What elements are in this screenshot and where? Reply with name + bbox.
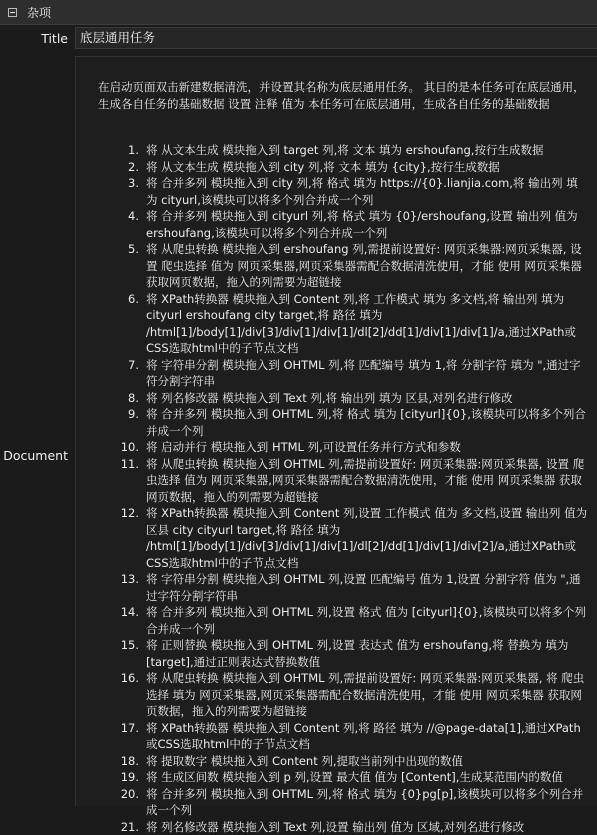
step-item — [98, 175, 588, 208]
step-item — [98, 291, 588, 357]
step-item — [98, 406, 588, 439]
step-number: 20. — [98, 786, 146, 819]
step-item — [98, 357, 588, 390]
section-title: 杂项 — [27, 4, 51, 21]
step-item — [98, 637, 588, 670]
step-item — [98, 786, 588, 819]
step-item — [98, 208, 588, 241]
step-item — [98, 241, 588, 291]
step-item — [98, 819, 588, 835]
step-text: 将 从文本生成 模块拖入到 city 列,将 文本 填为 {city},按行生成数据 — [146, 159, 588, 176]
step-number: 3. — [98, 175, 146, 208]
step-number: 9. — [98, 406, 146, 439]
step-text: 将 列名修改器 模块拖入到 Text 列,将 输出列 填为 区县,对列名进行修改 — [146, 390, 588, 407]
step-item — [98, 753, 588, 770]
step-text: 将 合并多列 模块拖入到 city 列,将 格式 填为 https://{0}.lianjia.com,将 输出列 填为 cityurl,该模块可以将多个列合并成一个列 — [146, 175, 588, 208]
step-text: 将 XPath转换器 模块拖入到 Content 列,设置 工作模式 值为 多文档,设置 输出列 值为 区县 city cityurl target,将 路径 填为 /html[1]/body[1]/div[3]/div[1]/div[1]/dl[2]/dd[1]/div[1]/div[2]/a,通过XPath或CSS选取html中的子节点文档 — [146, 505, 588, 571]
step-item — [98, 159, 588, 176]
step-number: 18. — [98, 753, 146, 770]
step-number: 11. — [98, 456, 146, 506]
step-text: 将 XPath转换器 模块拖入到 Content 列,将 工作模式 填为 多文档,将 输出列 填为 cityurl ershoufang city target,将 路径 填为 /html[1]/body[1]/div[3]/div[1]/div[1]/dl[2]/dd[1]/div[1]/div[1]/a,通过XPath或CSS选取html中的子节点文档 — [146, 291, 588, 357]
step-number: 6. — [98, 291, 146, 357]
section-header[interactable] — [0, 0, 597, 25]
step-number: 10. — [98, 439, 146, 456]
step-number: 21. — [98, 819, 146, 835]
step-number: 2. — [98, 159, 146, 176]
step-item — [98, 390, 588, 407]
document-label: Document — [0, 448, 68, 463]
step-number: 19. — [98, 769, 146, 786]
step-text: 将 正则替换 模块拖入到 OHTML 列,设置 表达式 值为 ershoufang,将 替换为 填为 [target],通过正则表达式替换数值 — [146, 637, 588, 670]
step-item — [98, 604, 588, 637]
step-text: 将 提取数字 模块拖入到 Content 列,提取当前列中出现的数值 — [146, 753, 588, 770]
step-item — [98, 670, 588, 720]
document-steps — [98, 142, 588, 835]
step-text: 将 字符串分割 模块拖入到 OHTML 列,将 匹配编号 填为 1,将 分割字符 填为 ",通过字符分割字符串 — [146, 357, 588, 390]
step-text: 将 合并多列 模块拖入到 OHTML 列,将 格式 填为 {0}pg[p],该模块可以将多个列合并成一个列 — [146, 786, 588, 819]
step-number: 15. — [98, 637, 146, 670]
step-item — [98, 571, 588, 604]
step-text: 将 合并多列 模块拖入到 OHTML 列,将 格式 填为 [cityurl]{0},该模块可以将多个列合并成一个列 — [146, 406, 588, 439]
step-number: 4. — [98, 208, 146, 241]
step-number: 5. — [98, 241, 146, 291]
step-item — [98, 769, 588, 786]
collapse-icon[interactable] — [7, 7, 17, 17]
step-number: 14. — [98, 604, 146, 637]
step-text: 将 生成区间数 模块拖入到 p 列,设置 最大值 值为 [Content],生成某范围内的数值 — [146, 769, 588, 786]
step-text: 将 合并多列 模块拖入到 OHTML 列,设置 格式 值为 [cityurl]{0},该模块可以将多个列合并成一个列 — [146, 604, 588, 637]
step-item — [98, 720, 588, 753]
title-label: Title — [0, 31, 68, 46]
step-text: 将 从爬虫转换 模块拖入到 OHTML 列,需提前设置好: 网页采集器:网页采集器, 设置 爬虫选择 值为 网页采集器,网页采集器需配合数据清洗使用，才能 使用 网页采集器 获取网页数据，拖入的列需要为超链接 — [146, 456, 588, 506]
step-item — [98, 439, 588, 456]
document-intro: 在启动页面双击新建数据清洗，并设置其名称为底层通用任务。 其目的是本任务可在底层通用，生成各自任务的基础数据 设置 注释 值为 本任务可在底层通用，生成各自任务的基础数据 — [98, 79, 588, 112]
step-text: 将 合并多列 模块拖入到 cityurl 列,将 格式 填为 {0}/ershoufang,设置 输出列 值为 ershoufang,该模块可以将多个列合并成一个列 — [146, 208, 588, 241]
step-text: 将 从爬虫转换 模块拖入到 OHTML 列,需提前设置好: 网页采集器:网页采集器, 将 爬虫选择 填为 网页采集器,网页采集器需配合数据清洗使用，才能 使用 网页采集器 获取网页数据，拖入的列需要为超链接 — [146, 670, 588, 720]
step-item — [98, 456, 588, 506]
document-field[interactable] — [75, 56, 597, 806]
step-number: 13. — [98, 571, 146, 604]
step-number: 16. — [98, 670, 146, 720]
step-text: 将 XPath转换器 模块拖入到 Content 列,将 路径 填为 //@page-data[1],通过XPath或CSS选取html中的子节点文档 — [146, 720, 588, 753]
step-number: 8. — [98, 390, 146, 407]
step-item — [98, 142, 588, 159]
step-item — [98, 505, 588, 571]
title-field[interactable]: 底层通用任务 — [75, 27, 597, 49]
step-text: 将 字符串分割 模块拖入到 OHTML 列,设置 匹配编号 值为 1,设置 分割字符 值为 ",通过字符分割字符串 — [146, 571, 588, 604]
step-number: 7. — [98, 357, 146, 390]
step-number: 12. — [98, 505, 146, 571]
step-number: 17. — [98, 720, 146, 753]
step-text: 将 启动并行 模块拖入到 HTML 列,可设置任务并行方式和参数 — [146, 439, 588, 456]
step-text: 将 列名修改器 模块拖入到 Text 列,设置 输出列 值为 区域,对列名进行修改 — [146, 819, 588, 835]
step-text: 将 从文本生成 模块拖入到 target 列,将 文本 填为 ershoufang,按行生成数据 — [146, 142, 588, 159]
step-number: 1. — [98, 142, 146, 159]
step-text: 将 从爬虫转换 模块拖入到 ershoufang 列,需提前设置好: 网页采集器:网页采集器, 设置 爬虫选择 值为 网页采集器,网页采集器需配合数据清洗使用，才能 使用 网页采集器 获取网页数据，拖入的列需要为超链接 — [146, 241, 588, 291]
title-row — [0, 27, 597, 51]
